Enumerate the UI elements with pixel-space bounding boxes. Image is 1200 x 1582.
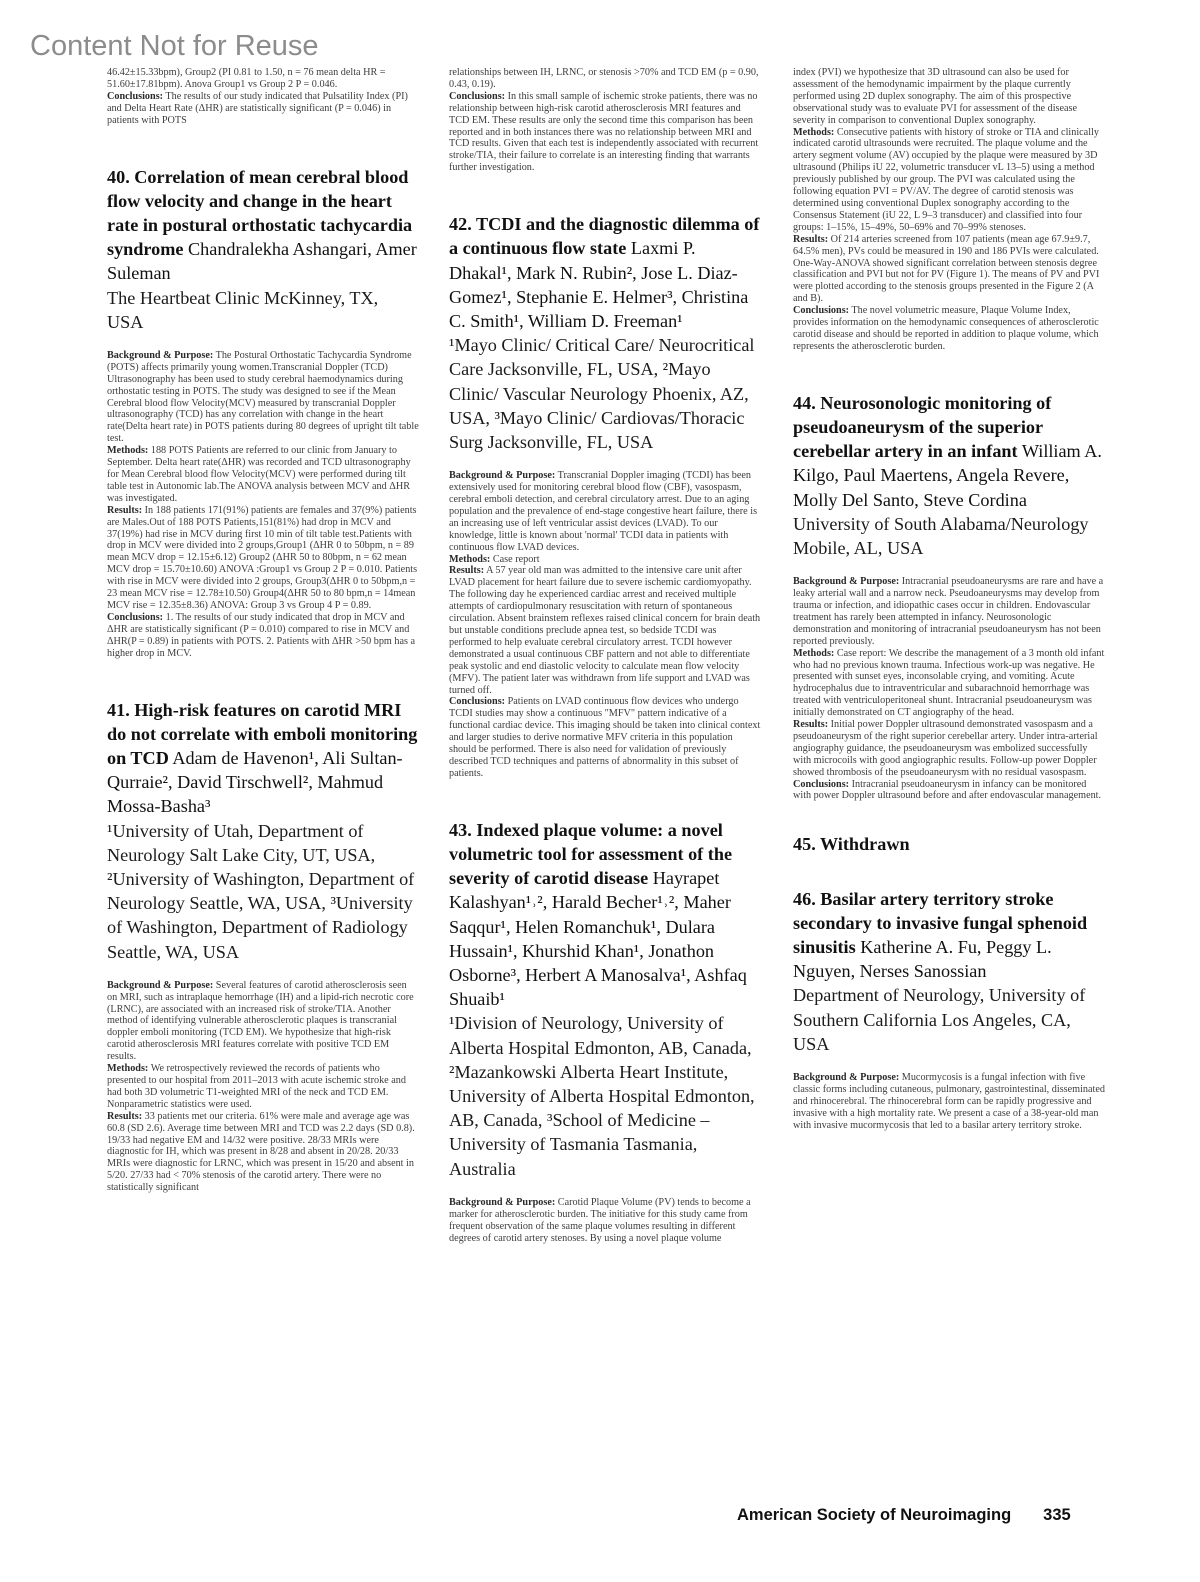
- abstract-title: 45. Withdrawn: [793, 834, 910, 855]
- continued-abstract: [449, 67, 761, 174]
- abstract-authors: Adam de Havenon¹, Ali Sultan-Qurraie², David Tirschwell², Mahmud Mossa-Basha³: [107, 747, 403, 817]
- continued-abstract: [107, 67, 419, 127]
- abstract-affiliation: University of South Alabama/Neurology Mobile, AL, USA: [793, 513, 1089, 558]
- abstract-44: [793, 391, 1105, 803]
- abstract-affiliation: Department of Neurology, University of Southern California Los Angeles, CA, USA: [793, 985, 1086, 1054]
- conclusions-paragraph: Conclusions: The results of our study indicated that Pulsatility Index (PI) and Delta Heart Rate (ΔHR) are statistically significant (P = 0.046) in patients with POTS: [107, 90, 408, 126]
- section-label: Conclusions:: [107, 90, 164, 102]
- abstract-body: Background & Purpose: Intracranial pseudoaneurysms are rare and have a leaky arterial wall and a narrow neck. Pseudoaneurysms may develop from trauma or infection, and idiopathic cases occur in children. Endovascular treatment has rarely been attempted in infancy. Neurosonologic demonstration and monitoring of intracranial pseudoaneurysm has not been reported previously. Methods: Case report: We describe the management of a 3 month old infant who had no previous known trauma. Infectious work-up was negative. He presented with sunset eyes, inconsolable crying, and vomiting. Acute hydrocephalus due to intraventricular and subarachnoid hemorrhage was treated with ventriculoperitoneal shunt. Intracranial pseudoaneurysm was initially demonstrated on CT angiography of the head. Results: Initial power Doppler ultrasound demonstrated vasospasm and a pseudoaneurysm of the right superior cerebellar artery. Under intra-arterial angiography guidance, the pseudoaneurysm was embolized successfully with microcoils with good angiographic results. Follow-up power Doppler showed thrombosis of the pseudoaneurysm with no residual vasospasm. Conclusions: Intracranial pseudoaneurysm in infancy can be monitored with power Doppler ultrasound before and after endovascular management.: [793, 576, 1105, 802]
- abstract-affiliation: The Heartbeat Clinic McKinney, TX, USA: [107, 287, 379, 332]
- abstract-authors: Laxmi P. Dhakal¹, Mark N. Rubin², Jose L. Diaz-Gomez¹, Stephanie E. Helmer³, Christina C. Smith¹, William D. Freeman¹: [449, 238, 749, 331]
- abstract-43: [449, 818, 761, 1245]
- abstract-title: 40. Correlation of mean cerebral blood flow velocity and change in the heart rate in postural orthostatic tachycardia syndrome: [107, 166, 413, 260]
- abstract-46: [793, 887, 1105, 1132]
- abstract-authors: Chandralekha Ashangari, Amer Suleman: [107, 239, 417, 284]
- column-1: [107, 67, 419, 1194]
- abstract-body: Background & Purpose: Several features of carotid atherosclerosis seen on MRI, such as intraplaque hemorrhage (IH) and a lipid-rich necrotic core (LRNC), are associated with an increased risk of stroke/TIA. Another method of identifying vulnerable atherosclerotic plaques is transcranial doppler emboli monitoring (TCD EM). We hypothesize that high-risk carotid atherosclerosis MRI features correlate with positive TCD EM results. Methods: We retrospectively reviewed the records of patients who presented to our hospital from 2011–2013 with acute ischemic stroke and had both 3D volumetric T1-weighted MRI of the neck and TCD EM. Nonparametric statistics were used. Results: 33 patients met our criteria. 61% were male and average age was 60.8 (SD 2.6). Average time between MRI and TCD was 2.2 days (SD 0.8). 19/33 had negative EM and 14/32 were positive. 28/33 MRIs were diagnostic for IH, which was present in 8/28 and absent in 20/28. 20/33 MRIs were diagnostic for LRNC, which was present in 15/20 and absent in 5/20. 27/33 had < 70% stenosis of the carotid artery. There were no statistically significant: [107, 979, 415, 1194]
- abstract-45: [793, 832, 1105, 856]
- abstract-title: 43. Indexed plaque volume: a novel volumetric tool for assessment of the severity of carotid disease: [449, 819, 733, 889]
- abstract-title: 41. High-risk features on carotid MRI do not correlate with emboli monitoring on TCD: [107, 699, 418, 768]
- abstract-heading: [793, 391, 1105, 512]
- abstract-authors: William A. Kilgo, Paul Maertens, Angela Revere, Molly Del Santo, Steve Cordina: [793, 441, 1102, 510]
- abstract-heading: [107, 165, 419, 286]
- continued-text: 46.42±15.33bpm), Group2 (PI 0.81 to 1.50, n = 76 mean delta HR = 51.60±17.81bpm). Anova Group1 vs Group 2 P = 0.046.: [107, 67, 386, 90]
- column-3: [793, 67, 1105, 1132]
- abstract-title: 44. Neurosonologic monitoring of pseudoaneurysm of the superior cerebellar artery in an infant: [793, 392, 1052, 462]
- abstract-body: Background & Purpose: Transcranial Doppler imaging (TCDI) has been extensively used for monitoring cerebral blood flow (CBF), vasospasm, cerebral emboli detection, and cerebral circulatory arrest. Due to an aging population and the prevalence of end-stage congestive heart failure, there is an increasing use of left ventricular assist devices (LVAD). To our knowledge, little is known about 'normal' TCDI data in patients with continuous flow LVAD devices. Methods: Case report Results: A 57 year old man was admitted to the intensive care unit after LVAD placement for heart failure due to severe ischemic cardiomyopathy. The following day he experienced cardiac arrest and received multiple attempts of cardiopulmonary resuscitation with return of spontaneous circulation. Absent brainstem reflexes raised clinical concern for brain death but unstable conditions preclude apnea test, so bedside TCDI was performed to help evaluate cerebral circulatory arrest. TCDI however demonstrated a usual continuous CBF pattern and not able to differentiate peak systolic and end diastolic velocity to calculate mean flow velocity (MFV). The patient later was withdrawn from life support and LVAD was turned off. Conclusions: Patients on LVAD continuous flow devices who undergo TCDI studies may show a continuous "MFV" pattern indicative of a functional cardiac device. This imaging should be taken into clinical context and larger studies to derive normative MFV criteria in this population should be performed. There is also need for validation of previously described TCD techniques and patterns of abnormality in this subset of patients.: [449, 470, 761, 779]
- abstract-heading: [793, 887, 1105, 984]
- abstract-heading: [449, 818, 761, 1012]
- abstract-authors: Katherine A. Fu, Peggy L. Nguyen, Nerses Sanossian: [793, 937, 1052, 982]
- page-number: 335: [1043, 1506, 1071, 1524]
- abstract-heading: [793, 832, 1105, 856]
- abstract-40: [107, 165, 419, 660]
- abstract-heading: [449, 212, 761, 333]
- journal-name: American Society of Neuroimaging: [737, 1506, 1012, 1524]
- column-2: [449, 67, 761, 1244]
- page-footer: [737, 1506, 1071, 1525]
- abstract-body: Background & Purpose: The Postural Orthostatic Tachycardia Syndrome (POTS) affects primarily young women.Transcranial Doppler (TCD) Ultrasonography has been used to study cerebral haemodynamics during orthostatic testing in POTS. The study was designed to see if the Mean Cerebral blood flow Velocity(MCV) measured by transcranial Doppler ultrasonography (TCD) has any correlation with change in the heart rate(Delta heart rate) in POTS patients during 80 degrees of upright tilt table test. Methods: 188 POTS Patients are referred to our clinic from January to September. Delta heart rate(ΔHR) was recorded and TCD ultrasonography for Mean Cerebral blood flow Velocity(MCV) were performed during tilt table test in Autonomic lab.The ANOVA analysis between MCV and ΔHR was investigated. Results: In 188 patients 171(91%) patients are females and 37(9%) patients are Males.Out of 188 POTS Patients,151(81%) had drop in MCV and 37(19%) had rise in MCV during first 10 min of tilt table test.Patients with drop in MCV were divided into 2 groups,Group1 (ΔHR 0 to 50bpm, n = 89 mean MCV drop = 12.15±6.12) Group2 (ΔHR 50 to 80bpm, n = 62 mean MCV drop = 15.70±10.60) ANOVA :Group1 vs Group 2 P = 0.010. Patients with rise in MCV were divided into 2 groups, Group3(ΔHR 0 to 50bpm,n = 23 mean MCV rise = 12.78±10.50) Group4(ΔHR 50 to 80 bpm,n = 14mean MCV rise = 12.35±8.36) ANOVA: Group 3 vs Group 4 P = 0.89. Conclusions: 1. The results of our study indicated that drop in MCV and ΔHR are statistically significant (P = 0.010) compared to rise in MCV and ΔHR(P = 0.89) in patients with POTS. 2. Patients with ΔHR >50 bpm has a higher drop in MCV.: [107, 349, 419, 659]
- abstract-41: [107, 698, 419, 1195]
- watermark: Content Not for Reuse: [30, 30, 319, 62]
- abstract-affiliation: ¹Mayo Clinic/ Critical Care/ Neurocritical Care Jacksonville, FL, USA, ²Mayo Clinic/ Vascular Neurology Phoenix, AZ, USA, ³Mayo Clinic/ Cardiovas/Thoracic Surg Jacksonville, FL, USA: [449, 335, 755, 452]
- continued-abstract: index (PVI) we hypothesize that 3D ultrasound can also be used for assessment of the hemodynamic impairment by the plaque currently performed using 2D duplex sonography. The aim of this prospective observational study was to evaluate PVI for assessment of the disease severity in comparison to conventional Duplex sonography. Methods: Consecutive patients with history of stroke or TIA and clinically indicated carotid ultrasounds were recruited. The plaque volume and the artery segment volume (AV) occupied by the plaque were measured by 3D ultrasound (Philips iU 22, volumetric transducer vL 13–5) using a method previously published by our group. The PVI was calculated using the following equation PVI = PV/AV. The degree of carotid stenosis was determined using conventional Duplex sonography according to the Consensus Statement (iU 22, L 9–3 transducer) and classified into four groups: 1–15%, 15–49%, 50–69% and 70–99% stenoses. Results: Of 214 arteries screened from 107 patients (mean age 67.9±9.7, 64.5% men), PVs could be measured in 190 and 186 PVIs were calculated. One-Way-ANOVA showed significant correlation between stenosis degree classification and PVI but not for PV (Figure 1). The means of PV and PVI were plotted according to the stenosis groups presented in the Figure 2 (A and B). Conclusions: The novel volumetric measure, Plaque Volume Index, provides information on the hemodynamic consequences of atherosclerotic carotid disease and should be reported in addition to plaque volume, which represents the atherosclerotic burden.: [793, 67, 1105, 353]
- abstract-affiliation: ¹University of Utah, Department of Neurology Salt Lake City, UT, USA, ²University of Washington, Department of Neurology Seattle, WA, USA, ³University of Washington, Department of Radiology Seattle, WA, USA: [107, 820, 415, 962]
- abstract-title: 46. Basilar artery territory stroke secondary to invasive fungal sphenoid sinusitis: [793, 888, 1088, 957]
- continued-text: index (PVI) we hypothesize that 3D ultrasound can also be used for assessment of the hemodynamic impairment by the plaque currently performed using 2D duplex sonography. The aim of this prospective observational study was to evaluate PVI for assessment of the disease severity in comparison to conventional Duplex sonography.: [793, 67, 1078, 126]
- abstract-42: [449, 212, 761, 780]
- abstract-heading: [107, 698, 419, 819]
- conclusions-paragraph: Conclusions: In this small sample of ischemic stroke patients, there was no relationship between high-risk carotid atherosclerosis MRI features and TCD EM. These results are only the second time this comparison has been reported and in both instances there was no relationship between MRI and TCD results. Given that each test is independently associated with recurrent stroke/TIA, their failure to correlate is an interesting finding that warrants further investigation.: [449, 90, 759, 174]
- abstract-authors: Hayrapet Kalashyan¹˒², Harald Becher¹˒², Maher Saqqur¹, Helen Romanchuk¹, Dulara Hussain¹, Khurshid Khan¹, Jonathon Osborne³, Herbert A Manosalva¹, Ashfaq Shuaib¹: [449, 868, 747, 1010]
- abstract-title: 42. TCDI and the diagnostic dilemma of a continuous flow state: [449, 214, 760, 259]
- continued-text: relationships between IH, LRNC, or stenosis >70% and TCD EM (p = 0.90, 0.43, 0.19).: [449, 67, 759, 90]
- abstract-body: Background & Purpose: Mucormycosis is a fungal infection with five classic forms including cutaneous, pulmonary, gastrointestinal, disseminated and rhinocerebral. The rhinocerebral form can be rapidly progressive and invasive with a high mortality rate. We present a case of a 38-year-old man with invasive mucormycosis that led to a basilar artery territory stroke.: [793, 1072, 1105, 1131]
- abstract-body: Background & Purpose: Carotid Plaque Volume (PV) tends to become a marker for atherosclerotic burden. The initiative for this study came from frequent observation of the same plaque volumes resulting in different degrees of carotid artery stenoses. By using a novel plaque volume: [449, 1196, 751, 1244]
- abstract-affiliation: ¹Division of Neurology, University of Alberta Hospital Edmonton, AB, Canada, ²Mazankowski Alberta Heart Institute, University of Alberta Hospital Edmonton, AB, Canada, ³School of Medicine – University of Tasmania Tasmania, Australia: [449, 1013, 755, 1179]
